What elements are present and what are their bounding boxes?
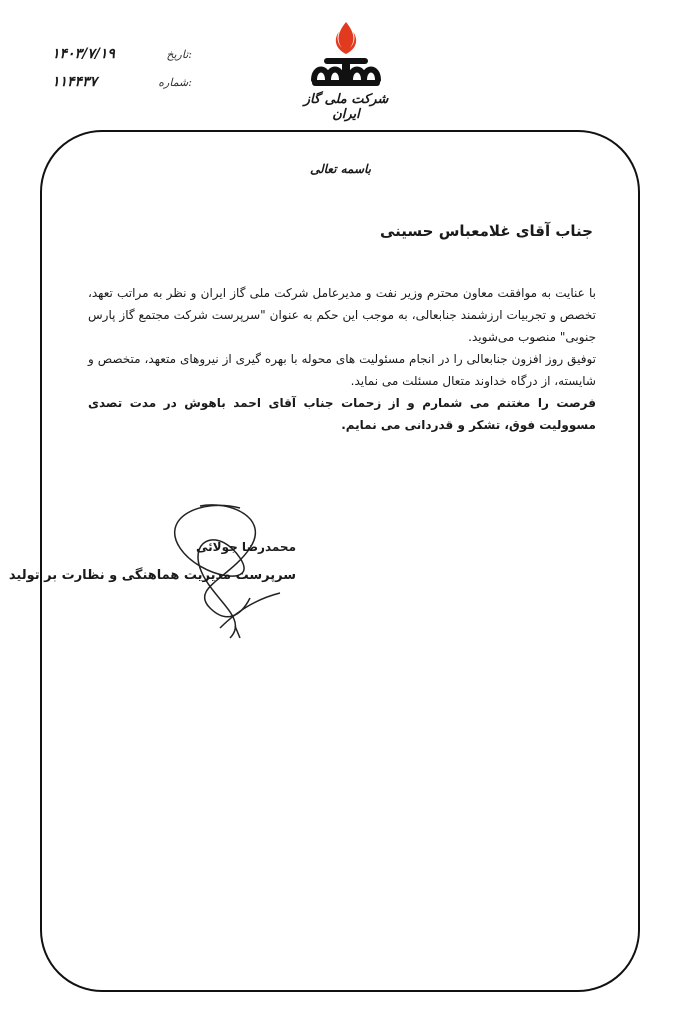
date-value: ۱۴۰۳/۷/۱۹ [52, 46, 115, 62]
paragraph-wishes: توفیق روز افزون جنابعالی را در انجام مسئولیت های محوله با بهره گیری از نیروهای متعهد، متخصص و شایسته، از درگاه خداوند متعال مسئلت می نماید. [88, 352, 596, 388]
signer-title: سرپرست مدیریت هماهنگی و نظارت بر تولید [8, 568, 296, 583]
logo-caption: شرکت ملی گاز ایران [303, 92, 389, 122]
date-row [52, 40, 192, 68]
number-label: شماره: [158, 75, 192, 89]
number-row [52, 68, 192, 96]
company-logo [298, 18, 394, 128]
paragraph-appointment: با عنایت به موافقت معاون محترم وزیر نفت و مدیرعامل شرکت ملی گاز ایران و نظر به مراتب تعهد، تخصص و تجربیات ارزشمند جنابعالی، به موجب این حکم به عنوان "سرپرست شرکت مجتمع گاز پارس جنوبی" منصوب می‌شوید. [88, 286, 596, 344]
paragraph-thanks: فرصت را مغتنم می شمارم و از زحمات جناب آقای احمد باهوش در مدت تصدی مسوولیت فوق، تشکر و قدردانی می نمایم. [88, 396, 596, 432]
nigc-flame-logo-icon [306, 18, 386, 90]
number-value: ۱۱۴۴۳۷ [52, 74, 98, 90]
recipient-line: جناب آقای غلامعباس حسینی [380, 222, 593, 240]
bismillah-heading: باسمه تعالی [309, 162, 372, 176]
letter-body [88, 282, 596, 436]
signer-name: محمدرضا جولائی [196, 540, 296, 554]
date-label: تاریخ: [166, 47, 192, 61]
letter-meta [52, 40, 192, 96]
